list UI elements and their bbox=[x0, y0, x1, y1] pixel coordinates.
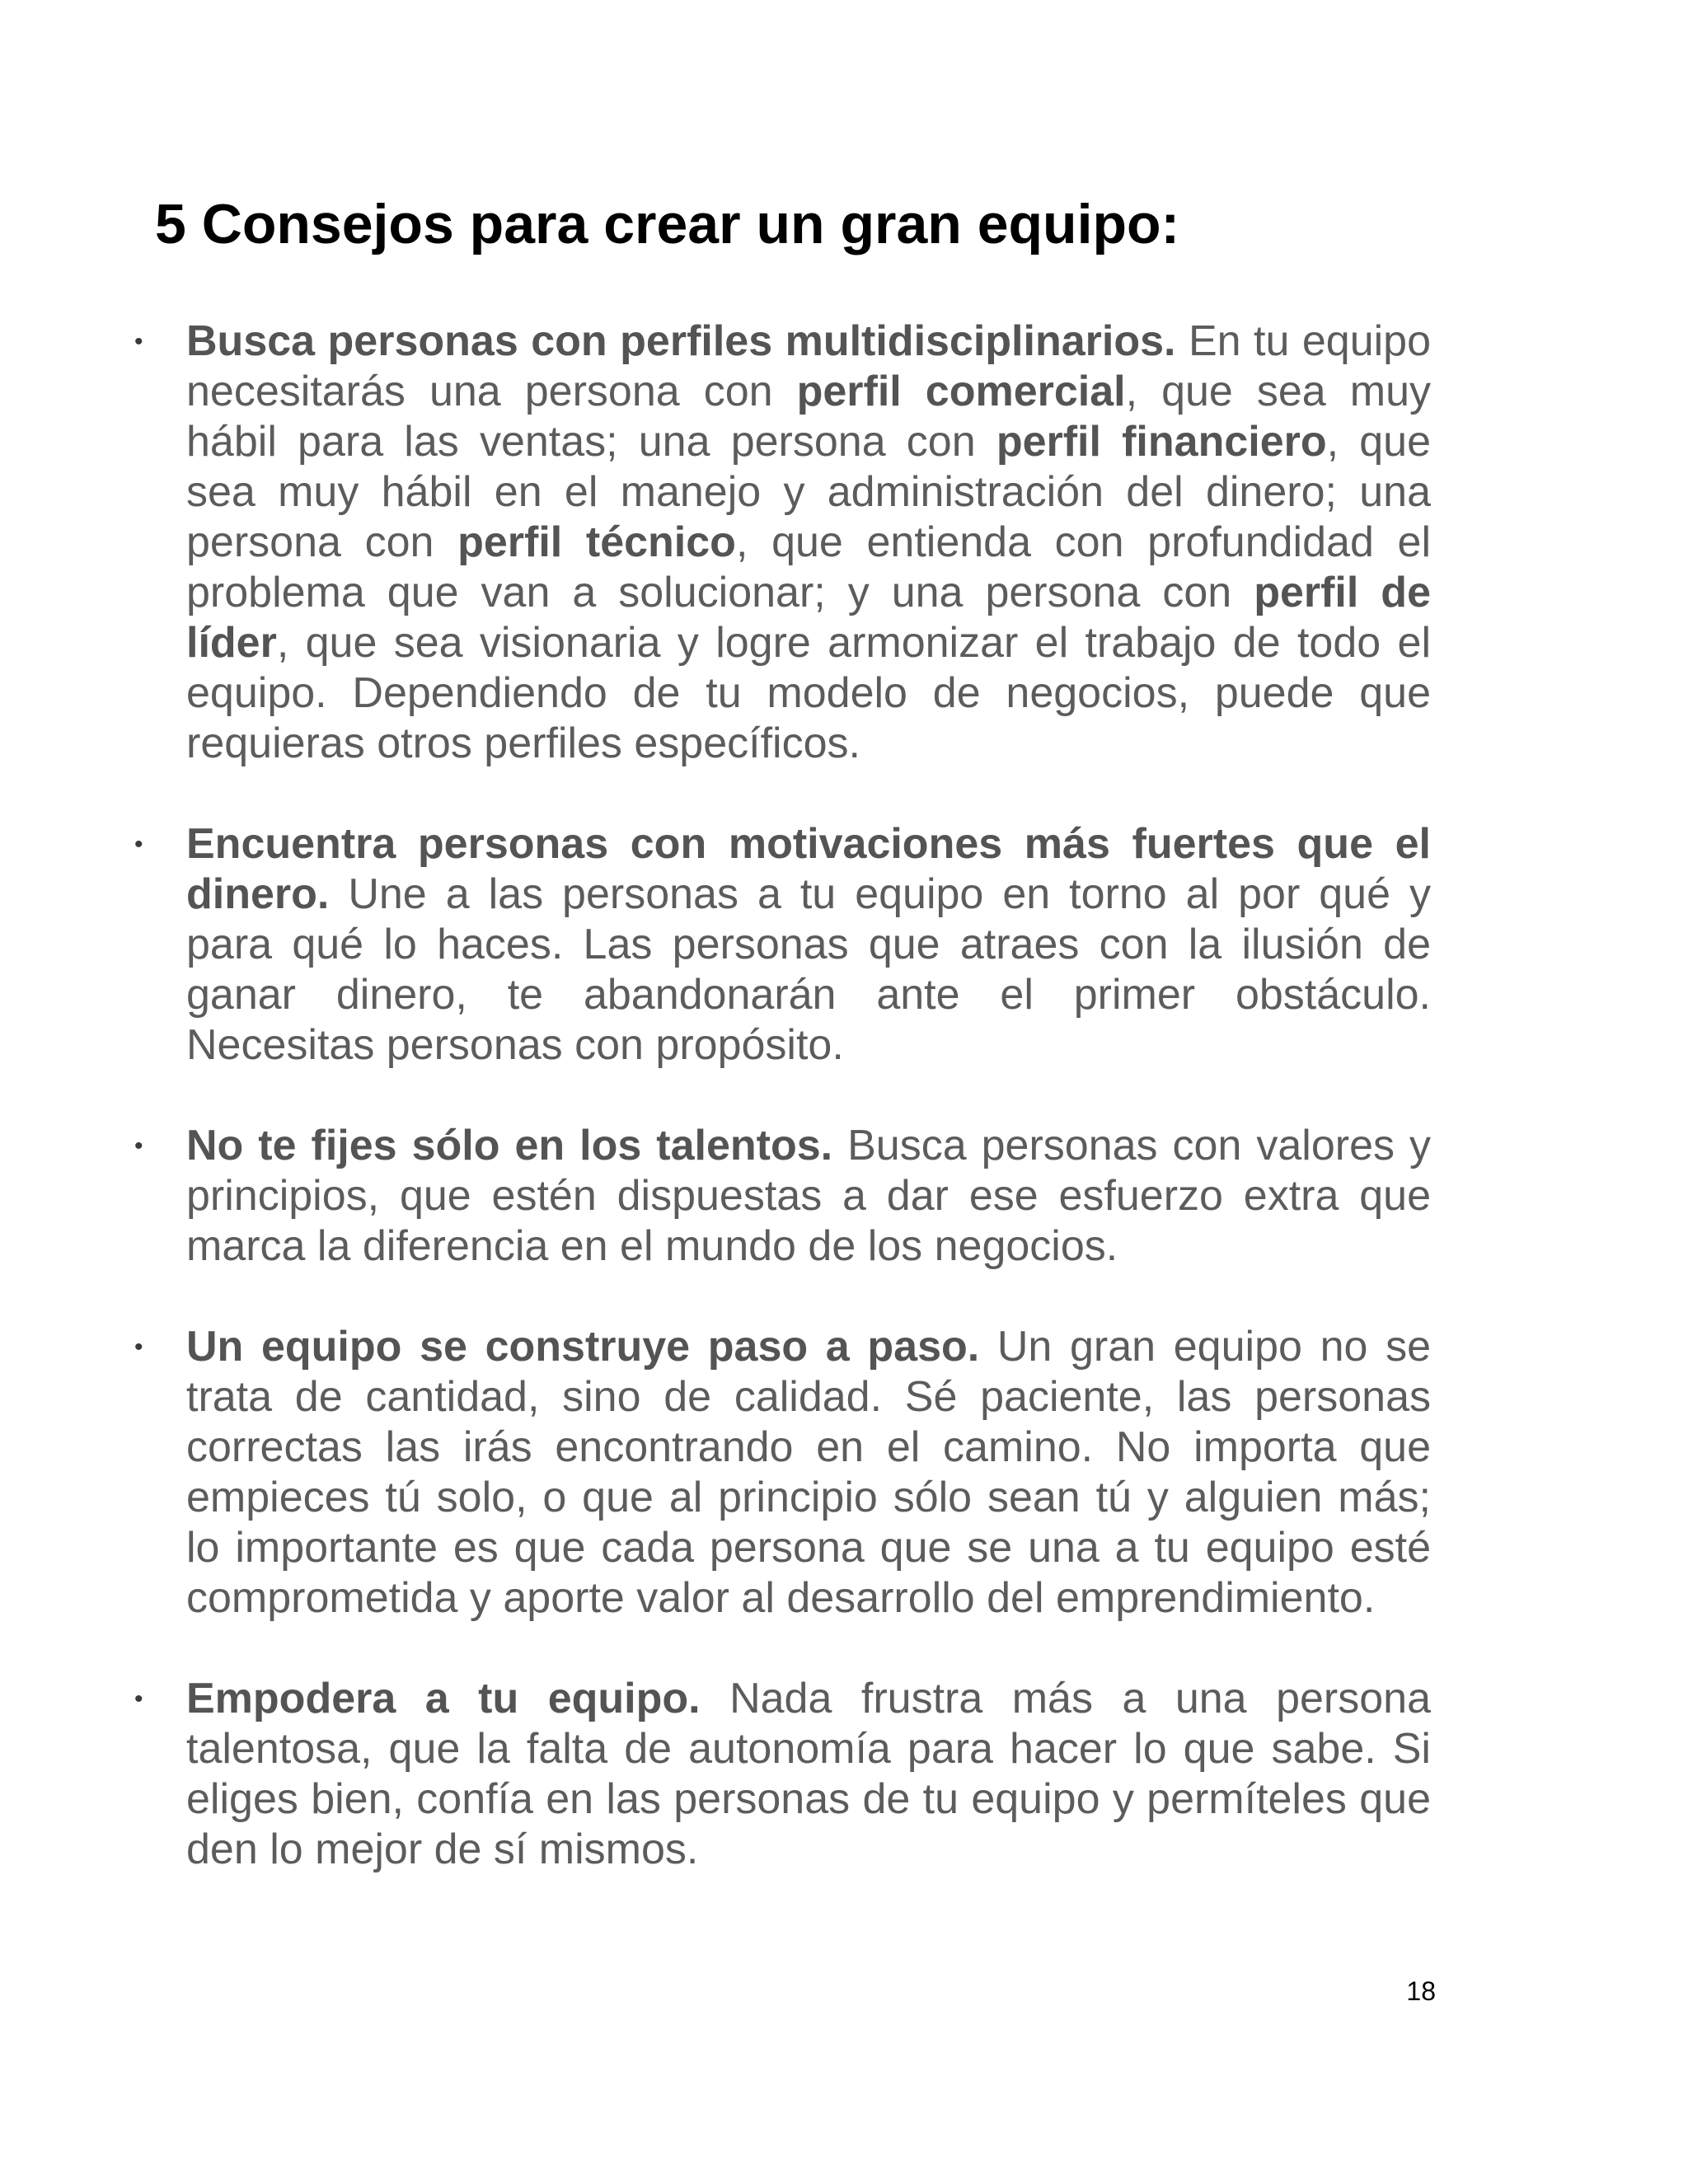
tip-body: , que sea visionaria y logre armonizar el trabajo de todo el equipo. Dependiendo de tu modelo de negocios, puede que requieras otros perfiles específicos. bbox=[186, 619, 1431, 767]
tip-body: , que entienda con profundidad el problema que van a solucionar; y una persona con bbox=[186, 518, 1431, 616]
tip-body: En tu equipo necesitarás una persona con bbox=[186, 317, 1432, 415]
list-item bbox=[0, 316, 1688, 769]
list-item bbox=[0, 1322, 1688, 1624]
list-item bbox=[0, 1674, 1688, 1875]
bullet-icon: • bbox=[134, 1333, 143, 1361]
tip-text bbox=[186, 819, 1431, 1071]
tip-text bbox=[186, 1322, 1431, 1624]
tip-body: Nada frustra más a una persona talentosa, que la falta de autonomía para hacer lo que sabe. Si eliges bien, confía en las personas de tu equipo y permíteles que den lo mejor de sí mismos. bbox=[186, 1675, 1432, 1873]
page-number: 18 bbox=[1406, 1976, 1436, 2006]
profile-highlight: perfil de líder bbox=[186, 569, 1431, 667]
bullet-icon: • bbox=[134, 831, 143, 858]
tip-body: , que sea muy hábil en el manejo y administración del dinero; una persona con bbox=[186, 418, 1432, 566]
tip-body: Un gran equipo no se trata de cantidad, sino de calidad. Sé paciente, las personas correctas las irás encontrando en el camino. No importa que empieces tú solo, o que al principio sólo sean tú y alguien más; lo importante es que cada persona que se una a tu equipo esté comprometida y aporte valor al desarrollo del emprendimiento. bbox=[186, 1323, 1431, 1622]
profile-highlight: perfil comercial bbox=[796, 368, 1126, 415]
tip-body: Busca personas con valores y principios, que estén dispuestas a dar ese esfuerzo extra que marca la diferencia en el mundo de los negocios. bbox=[186, 1122, 1431, 1270]
tip-text bbox=[186, 1121, 1431, 1272]
tip-body: , que sea muy hábil para las ventas; una persona con bbox=[186, 368, 1431, 466]
profile-highlight: perfil técnico bbox=[457, 518, 736, 566]
page-title: 5 Consejos para crear un gran equipo: bbox=[155, 193, 1180, 255]
tip-heading: Un equipo se construye paso a paso. bbox=[186, 1323, 980, 1371]
tip-body: Une a las personas a tu equipo en torno al por qué y para qué lo haces. Las personas que atraes con la ilusión de ganar dinero, te abandonarán ante el primer obstáculo. Necesitas personas con propósito. bbox=[186, 870, 1431, 1069]
tip-heading: Encuentra personas con motivaciones más fuertes que el dinero. bbox=[186, 820, 1431, 918]
bullet-icon: • bbox=[134, 1132, 143, 1160]
tip-text bbox=[186, 316, 1431, 769]
profile-highlight: perfil financiero bbox=[996, 418, 1327, 466]
tip-text bbox=[186, 1674, 1431, 1875]
tip-heading: Busca personas con perfiles multidisciplinarios. bbox=[186, 317, 1176, 365]
tip-heading: Empodera a tu equipo. bbox=[186, 1675, 701, 1722]
list-item bbox=[0, 1121, 1688, 1272]
bullet-icon: • bbox=[134, 1685, 143, 1713]
tip-heading: No te fijes sólo en los talentos. bbox=[186, 1122, 833, 1169]
bullet-icon: • bbox=[134, 328, 143, 355]
list-item bbox=[0, 819, 1688, 1071]
tips-list bbox=[0, 316, 1688, 1875]
